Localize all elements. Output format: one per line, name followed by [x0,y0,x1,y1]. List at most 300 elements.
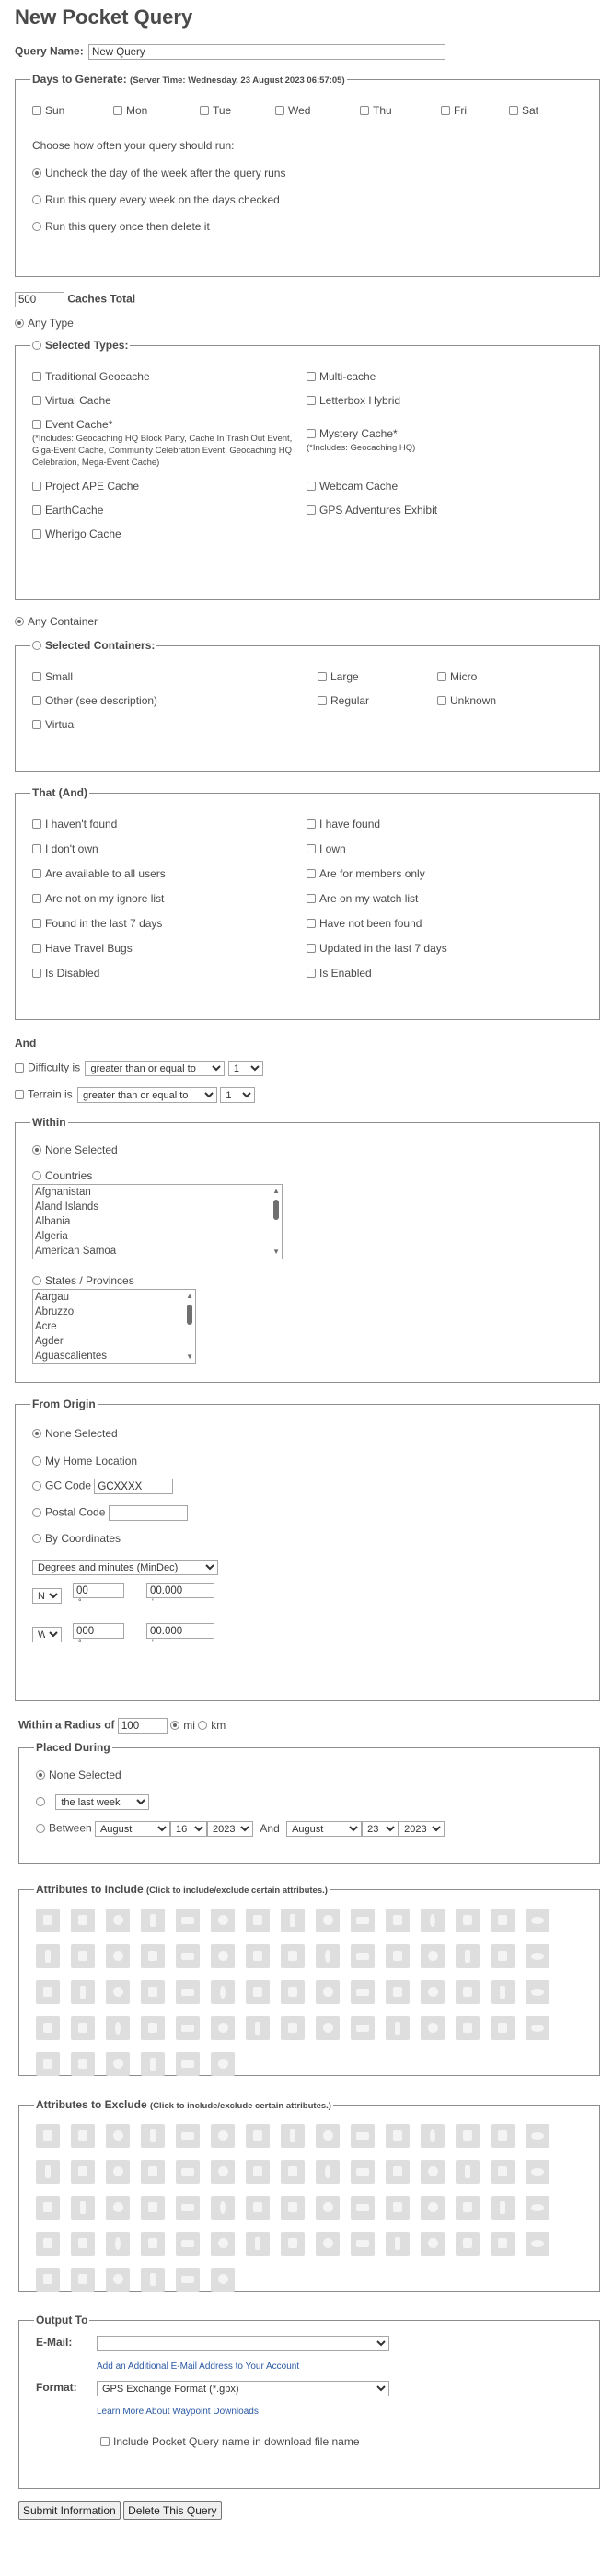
type-multi[interactable]: Multi-cache [306,370,583,383]
origin-coords-option[interactable]: By Coordinates [32,1532,583,1545]
attribute-icon[interactable] [351,2232,375,2256]
that-checkbox[interactable] [306,819,316,829]
type-checkbox[interactable] [306,429,316,438]
run-option-weekly[interactable]: Run this query every week on the days checked [32,193,583,206]
type-traditional[interactable]: Traditional Geocache [32,370,306,383]
scroll-down-icon[interactable]: ▼ [272,1247,280,1256]
radio[interactable] [32,1276,41,1285]
attribute-icon[interactable] [281,1944,305,1968]
email-select[interactable] [97,2336,389,2351]
type-checkbox[interactable] [306,505,316,515]
attribute-icon[interactable] [106,1980,130,2004]
that-never-found[interactable]: Have not been found [306,917,583,930]
attribute-icon[interactable] [176,2052,200,2076]
attribute-icon[interactable] [421,2124,445,2148]
attribute-icon[interactable] [421,2160,445,2184]
attribute-icon[interactable] [316,1909,340,1932]
radio[interactable] [15,319,24,328]
attribute-icon[interactable] [36,2268,60,2292]
attribute-icon[interactable] [386,2016,410,2040]
attribute-icon[interactable] [526,1944,549,1968]
that-checkbox[interactable] [32,894,41,903]
day-checkbox[interactable] [509,106,518,115]
state-option[interactable]: Agder [35,1336,64,1347]
difficulty-value-select[interactable] [228,1061,263,1076]
radio[interactable] [32,341,41,350]
states-listbox[interactable] [32,1289,196,1364]
attribute-icon[interactable] [421,2196,445,2220]
attribute-icon[interactable] [351,2196,375,2220]
attribute-icon[interactable] [246,2232,270,2256]
origin-gc-option[interactable]: GC Code GCXXXX [32,1479,583,1494]
attribute-icon[interactable] [316,1944,340,1968]
attribute-icon[interactable] [141,2160,165,2184]
submit-button[interactable]: Submit Information [18,2501,121,2520]
postal-code-input[interactable] [109,1505,188,1521]
attribute-icon[interactable] [351,1944,375,1968]
attribute-icon[interactable] [246,2160,270,2184]
attribute-icon[interactable] [141,1980,165,2004]
attribute-icon[interactable] [386,2160,410,2184]
attribute-icon[interactable] [351,1980,375,2004]
from-month-select[interactable] [95,1821,170,1837]
attribute-icon[interactable] [281,2160,305,2184]
scroll-thumb[interactable] [187,1305,192,1325]
that-found[interactable]: I have found [306,818,583,830]
add-email-link[interactable]: Add an Additional E-Mail Address to Your Account [97,2361,300,2372]
attribute-icon[interactable] [491,1980,515,2004]
attribute-icon[interactable] [421,2232,445,2256]
type-letterbox[interactable]: Letterbox Hybrid [306,394,583,407]
attribute-icon[interactable] [421,1980,445,2004]
container-checkbox[interactable] [318,696,327,705]
attribute-icon[interactable] [36,1980,60,2004]
that-members-only[interactable]: Are for members only [306,867,583,880]
country-option[interactable]: Aland Islands [35,1201,99,1213]
that-found-7-days[interactable]: Found in the last 7 days [32,917,306,930]
that-enabled[interactable]: Is Enabled [306,967,583,980]
to-year-select[interactable] [399,1821,445,1837]
attribute-icon[interactable] [281,1980,305,2004]
include-name-option[interactable]: Include Pocket Query name in download file name [100,2435,583,2448]
attribute-icon[interactable] [211,1980,235,2004]
attribute-icon[interactable] [491,2196,515,2220]
that-checkbox[interactable] [306,894,316,903]
attribute-icon[interactable] [351,2160,375,2184]
attribute-icon[interactable] [421,1909,445,1932]
scroll-thumb[interactable] [273,1200,279,1220]
placed-period-select[interactable] [55,1794,149,1810]
lon-degrees-input[interactable] [73,1623,124,1639]
type-project-ape[interactable]: Project APE Cache [32,480,306,493]
attribute-icon[interactable] [526,2124,549,2148]
type-checkbox[interactable] [306,396,316,405]
state-option[interactable]: Abruzzo [35,1306,75,1317]
type-earthcache[interactable]: EarthCache [32,504,306,516]
radio[interactable] [32,1456,41,1466]
to-month-select[interactable] [286,1821,362,1837]
terrain-comparator-select[interactable] [77,1087,217,1103]
that-checkbox[interactable] [32,844,41,853]
origin-none-option[interactable]: None Selected [32,1427,583,1440]
origin-postal-option[interactable]: Postal Code [32,1505,583,1521]
within-none-option[interactable]: None Selected [32,1143,583,1156]
attribute-icon[interactable] [456,2124,480,2148]
attribute-icon[interactable] [71,2016,95,2040]
container-small[interactable]: Small [32,670,318,683]
type-checkbox[interactable] [306,372,316,381]
day-wed[interactable]: Wed [275,104,360,117]
attribute-icon[interactable] [106,2052,130,2076]
attribute-icon[interactable] [351,1909,375,1932]
attribute-icon[interactable] [351,2124,375,2148]
container-micro[interactable]: Micro [437,670,583,683]
attribute-icon[interactable] [456,1980,480,2004]
run-option-once[interactable]: Run this query once then delete it [32,220,583,233]
that-checkbox[interactable] [32,944,41,953]
attribute-icon[interactable] [211,2124,235,2148]
attribute-icon[interactable] [491,1944,515,1968]
states-scrollbar[interactable] [184,1290,195,1363]
attribute-icon[interactable] [246,1944,270,1968]
attribute-icon[interactable] [106,2196,130,2220]
any-container-option[interactable]: Any Container [15,615,600,628]
day-checkbox[interactable] [32,106,41,115]
attribute-icon[interactable] [281,2016,305,2040]
type-checkbox[interactable] [32,529,41,539]
attribute-icon[interactable] [526,2160,549,2184]
radio[interactable] [32,1429,41,1438]
attribute-icon[interactable] [176,1909,200,1932]
container-checkbox[interactable] [318,672,327,681]
radio[interactable] [32,1534,41,1543]
attribute-icon[interactable] [106,2268,130,2292]
to-day-select[interactable] [362,1821,399,1837]
attribute-icon[interactable] [36,1909,60,1932]
radio[interactable] [36,1824,45,1833]
attribute-icon[interactable] [491,1909,515,1932]
attribute-icon[interactable] [246,1909,270,1932]
radius-input[interactable] [118,1718,168,1734]
radius-km-option[interactable]: km [198,1719,226,1732]
difficulty-checkbox[interactable] [15,1063,24,1073]
attribute-icon[interactable] [211,2052,235,2076]
attribute-icon[interactable] [71,2196,95,2220]
attribute-icon[interactable] [106,1944,130,1968]
attribute-icon[interactable] [386,2196,410,2220]
lon-minutes-input[interactable] [146,1623,214,1639]
attribute-icon[interactable] [281,1909,305,1932]
attribute-icon[interactable] [36,1944,60,1968]
radio[interactable] [32,195,41,204]
attribute-icon[interactable] [386,1909,410,1932]
radio[interactable] [32,1145,41,1155]
that-checkbox[interactable] [306,944,316,953]
run-option-uncheck[interactable]: Uncheck the day of the week after the query runs [32,167,583,180]
attribute-icon[interactable] [176,2232,200,2256]
lat-direction-select[interactable] [32,1588,62,1604]
lat-degrees-input[interactable] [73,1583,124,1598]
that-not-ignore[interactable]: Are not on my ignore list [32,892,306,905]
container-checkbox[interactable] [32,672,41,681]
delete-query-button[interactable]: Delete This Query [123,2501,222,2520]
attribute-icon[interactable] [491,2124,515,2148]
attribute-icon[interactable] [526,1980,549,2004]
attribute-icon[interactable] [36,2124,60,2148]
attribute-icon[interactable] [491,2016,515,2040]
attribute-icon[interactable] [141,2268,165,2292]
day-tue[interactable]: Tue [200,104,275,117]
day-sun[interactable]: Sun [32,104,113,117]
terrain-checkbox[interactable] [15,1090,24,1099]
that-checkbox[interactable] [32,869,41,878]
attribute-icon[interactable] [281,2196,305,2220]
placed-last-option[interactable] [36,1794,583,1810]
attribute-icon[interactable] [71,1909,95,1932]
day-fri[interactable]: Fri [441,104,509,117]
attribute-icon[interactable] [316,1980,340,2004]
types-legend[interactable]: Selected Types: [30,339,130,352]
attribute-icon[interactable] [386,2124,410,2148]
difficulty-comparator-select[interactable] [85,1061,225,1076]
container-checkbox[interactable] [437,696,446,705]
attribute-icon[interactable] [141,2232,165,2256]
attribute-icon[interactable] [351,2016,375,2040]
any-type-option[interactable]: Any Type [15,317,600,330]
within-states-option[interactable]: States / Provinces [32,1274,583,1287]
radio[interactable] [32,641,41,650]
container-unknown[interactable]: Unknown [437,694,583,707]
attribute-icon[interactable] [246,2016,270,2040]
attribute-icon[interactable] [421,2016,445,2040]
attribute-icon[interactable] [526,1909,549,1932]
attribute-icon[interactable] [211,1909,235,1932]
attribute-icon[interactable] [36,2052,60,2076]
radius-mi-option[interactable]: mi [170,1719,195,1732]
coord-format-select[interactable] [32,1560,218,1575]
attribute-icon[interactable] [71,1944,95,1968]
attribute-icon[interactable] [36,2232,60,2256]
attribute-icon[interactable] [71,1980,95,2004]
waypoint-downloads-link[interactable]: Learn More About Waypoint Downloads [97,2407,259,2417]
that-all-users[interactable]: Are available to all users [32,867,306,880]
query-name-input[interactable] [88,44,445,60]
lon-direction-select[interactable] [32,1627,62,1642]
gc-code-input[interactable] [94,1479,173,1494]
attribute-icon[interactable] [211,2268,235,2292]
state-option[interactable]: Acre [35,1321,57,1332]
radio[interactable] [36,1770,45,1780]
type-mystery[interactable]: Mystery Cache* (*Includes: Geocaching HQ) [306,418,583,469]
type-checkbox[interactable] [32,372,41,381]
day-sat[interactable]: Sat [509,104,538,117]
container-checkbox[interactable] [32,696,41,705]
attribute-icon[interactable] [141,1909,165,1932]
attribute-icon[interactable] [106,1909,130,1932]
country-option[interactable]: Albania [35,1216,71,1227]
type-checkbox[interactable] [32,505,41,515]
type-checkbox[interactable] [32,482,41,491]
type-checkbox[interactable] [306,482,316,491]
attribute-icon[interactable] [316,2232,340,2256]
attribute-icon[interactable] [176,2196,200,2220]
state-option[interactable]: Aargau [35,1292,70,1303]
attribute-icon[interactable] [141,2052,165,2076]
scroll-up-icon[interactable]: ▲ [272,1187,280,1195]
attribute-icon[interactable] [526,2016,549,2040]
attribute-icon[interactable] [526,2196,549,2220]
attribute-icon[interactable] [456,2196,480,2220]
that-checkbox[interactable] [32,969,41,978]
radio[interactable] [32,1508,41,1517]
attribute-icon[interactable] [106,2232,130,2256]
containers-legend[interactable]: Selected Containers: [30,639,156,652]
attribute-icon[interactable] [176,2016,200,2040]
attribute-icon[interactable] [456,1909,480,1932]
attribute-icon[interactable] [316,2196,340,2220]
caches-total-input[interactable] [15,292,64,307]
day-thu[interactable]: Thu [360,104,441,117]
radio[interactable] [32,1481,41,1491]
attribute-icon[interactable] [176,1944,200,1968]
attribute-icon[interactable] [211,1944,235,1968]
attribute-icon[interactable] [141,2196,165,2220]
radio[interactable] [15,617,24,626]
country-option[interactable]: Algeria [35,1231,68,1242]
format-select[interactable] [97,2381,389,2396]
lat-minutes-input[interactable] [146,1583,214,1598]
attribute-icon[interactable] [176,2160,200,2184]
attribute-icon[interactable] [386,2232,410,2256]
attribute-icon[interactable] [71,2052,95,2076]
that-checkbox[interactable] [306,919,316,928]
attribute-icon[interactable] [176,2124,200,2148]
day-checkbox[interactable] [441,106,450,115]
that-checkbox[interactable] [306,869,316,878]
day-checkbox[interactable] [360,106,369,115]
attribute-icon[interactable] [456,2232,480,2256]
that-travel-bugs[interactable]: Have Travel Bugs [32,942,306,955]
type-virtual[interactable]: Virtual Cache [32,394,306,407]
that-checkbox[interactable] [32,919,41,928]
attribute-icon[interactable] [386,1980,410,2004]
container-checkbox[interactable] [437,672,446,681]
container-other[interactable]: Other (see description) [32,694,318,707]
country-option[interactable]: American Samoa [35,1246,117,1257]
attribute-icon[interactable] [211,2016,235,2040]
radio[interactable] [32,1171,41,1180]
include-name-checkbox[interactable] [100,2437,110,2446]
radio[interactable] [36,1797,45,1806]
that-checkbox[interactable] [306,844,316,853]
attribute-icon[interactable] [106,2124,130,2148]
terrain-value-select[interactable] [220,1087,255,1103]
type-webcam[interactable]: Webcam Cache [306,480,583,493]
attribute-icon[interactable] [141,1944,165,1968]
radio[interactable] [32,222,41,231]
attribute-icon[interactable] [176,2268,200,2292]
attribute-icon[interactable] [491,2232,515,2256]
countries-scrollbar[interactable] [271,1185,282,1259]
attribute-icon[interactable] [71,2124,95,2148]
type-checkbox[interactable] [32,396,41,405]
that-not-found[interactable]: I haven't found [32,818,306,830]
attribute-icon[interactable] [526,2232,549,2256]
attribute-icon[interactable] [36,2016,60,2040]
within-countries-option[interactable]: Countries [32,1169,583,1182]
attribute-icon[interactable] [281,2124,305,2148]
attribute-icon[interactable] [456,2160,480,2184]
day-mon[interactable]: Mon [113,104,200,117]
attribute-icon[interactable] [36,2160,60,2184]
countries-listbox[interactable] [32,1184,283,1259]
container-regular[interactable]: Regular [318,694,437,707]
attribute-icon[interactable] [421,1944,445,1968]
that-watch-list[interactable]: Are on my watch list [306,892,583,905]
from-year-select[interactable] [207,1821,253,1837]
from-day-select[interactable] [170,1821,207,1837]
that-dont-own[interactable]: I don't own [32,842,306,855]
attribute-icon[interactable] [246,2124,270,2148]
origin-home-option[interactable]: My Home Location [32,1455,583,1468]
attribute-icon[interactable] [386,1944,410,1968]
attribute-icon[interactable] [211,2196,235,2220]
placed-none-option[interactable]: None Selected [36,1769,583,1781]
attribute-icon[interactable] [71,2268,95,2292]
radio[interactable] [198,1721,207,1730]
day-checkbox[interactable] [200,106,209,115]
attribute-icon[interactable] [316,2160,340,2184]
country-option[interactable]: Afghanistan [35,1187,91,1198]
attribute-icon[interactable] [211,2160,235,2184]
that-own[interactable]: I own [306,842,583,855]
placed-between-option[interactable]: Between August 16 2023 And August 23 2023 [36,1821,583,1837]
scroll-up-icon[interactable]: ▲ [186,1292,193,1300]
day-checkbox[interactable] [113,106,122,115]
attribute-icon[interactable] [491,2160,515,2184]
scroll-down-icon[interactable]: ▼ [186,1352,193,1361]
attribute-icon[interactable] [141,2016,165,2040]
state-option[interactable]: Aguascalientes [35,1351,107,1362]
container-virtual[interactable]: Virtual [32,718,318,731]
container-checkbox[interactable] [32,720,41,729]
attribute-icon[interactable] [246,2196,270,2220]
attribute-icon[interactable] [456,1944,480,1968]
that-updated-7-days[interactable]: Updated in the last 7 days [306,942,583,955]
type-gps-adventures[interactable]: GPS Adventures Exhibit [306,504,583,516]
type-event[interactable]: Event Cache* (*Includes: Geocaching HQ Block Party, Cache In Trash Out Event, Giga-Event Cache, Community Celebration Event, Geocaching HQ Celebration, Mega-Event Cache) [32,418,305,469]
radio[interactable] [170,1721,179,1730]
that-checkbox[interactable] [306,969,316,978]
day-checkbox[interactable] [275,106,284,115]
attribute-icon[interactable] [71,2232,95,2256]
that-disabled[interactable]: Is Disabled [32,967,306,980]
type-checkbox[interactable] [32,420,41,429]
attribute-icon[interactable] [71,2160,95,2184]
attribute-icon[interactable] [36,2196,60,2220]
attribute-icon[interactable] [211,2232,235,2256]
attribute-icon[interactable] [246,1980,270,2004]
attribute-icon[interactable] [316,2016,340,2040]
attribute-icon[interactable] [281,2232,305,2256]
radio[interactable] [32,168,41,178]
attribute-icon[interactable] [456,2016,480,2040]
attribute-icon[interactable] [106,2160,130,2184]
that-checkbox[interactable] [32,819,41,829]
type-wherigo[interactable]: Wherigo Cache [32,528,306,540]
container-large[interactable]: Large [318,670,437,683]
attribute-icon[interactable] [106,2016,130,2040]
